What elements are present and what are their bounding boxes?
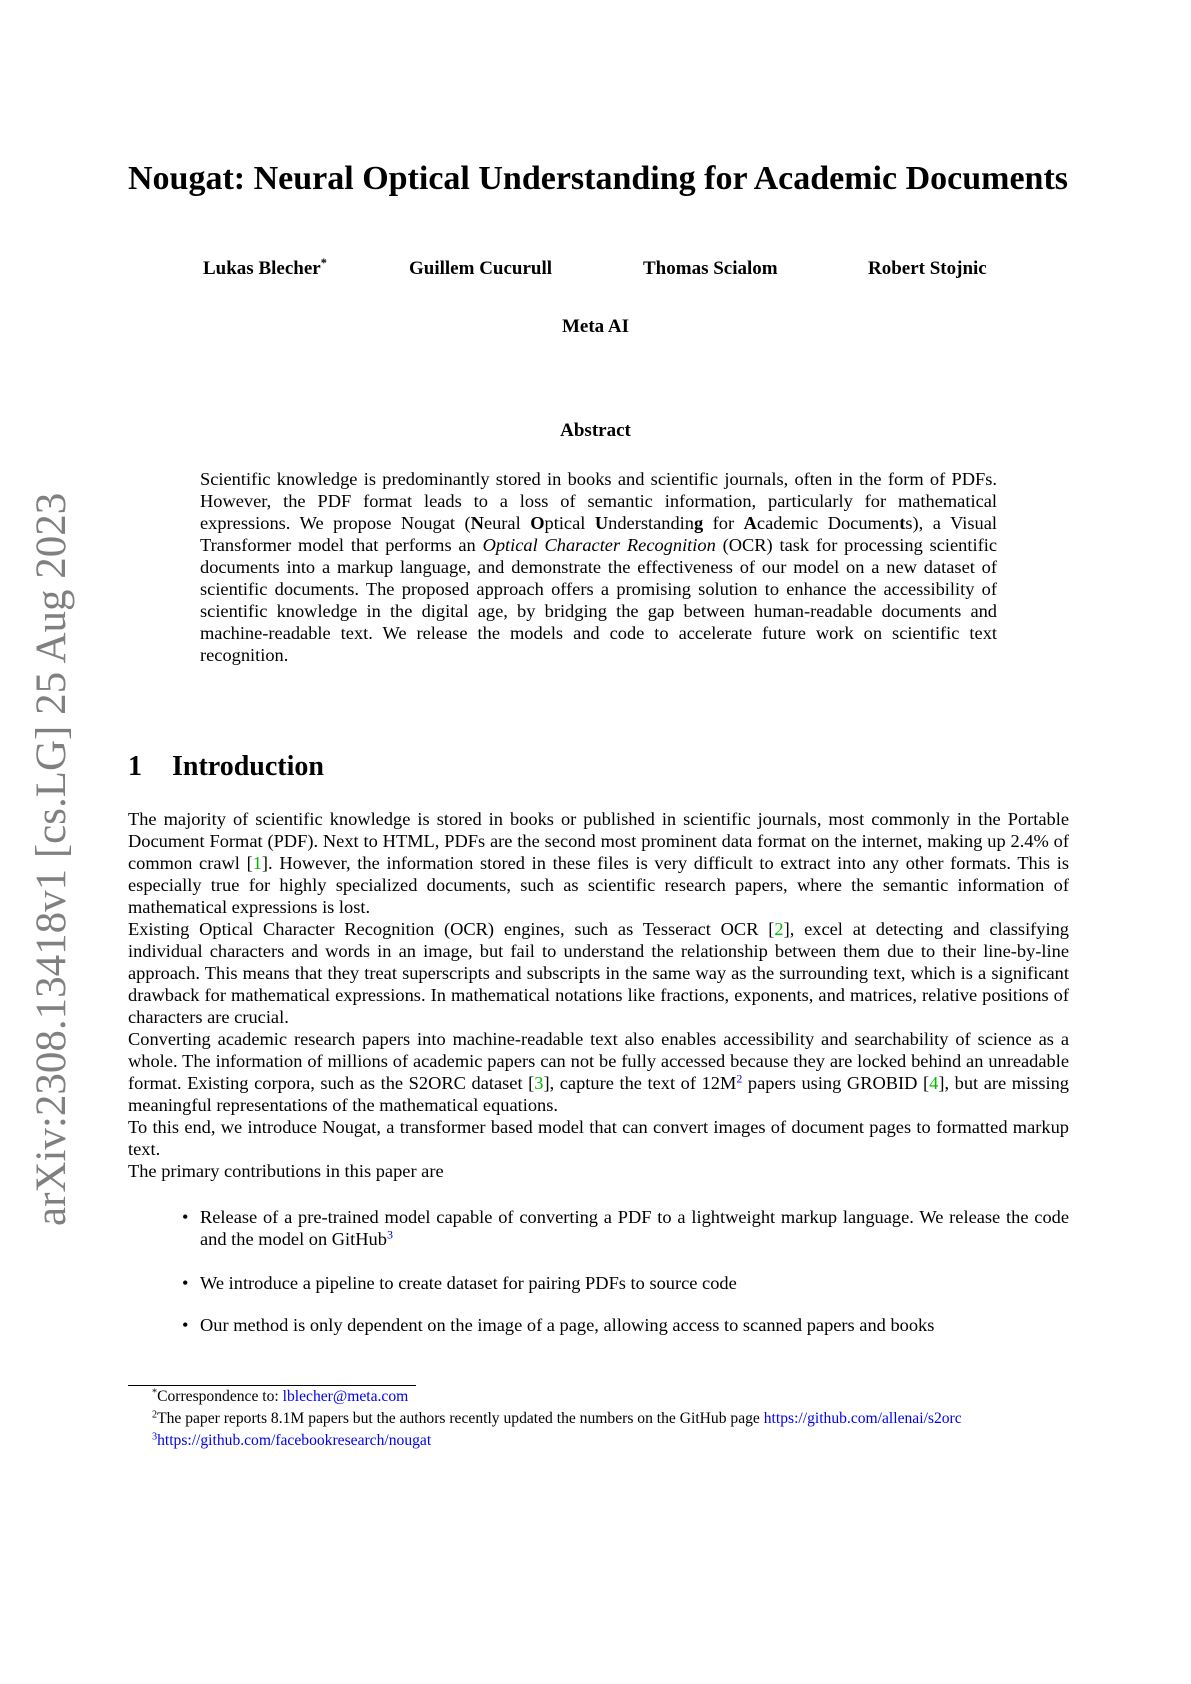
author-footnote-mark: * [320,256,327,271]
intro-paragraph: Converting academic research papers into machine-readable text also enables accessibility and searchability of science as a whole. The information of millions of academic papers can not be fully accessed because they are locked behind an unreadable format. Existing corpora, such as the S2ORC dataset [3], capture the text of $12M^2$ papers using GROBID [4], but are missing meaningful representations of the mathematical equations. [128,1029,1069,1115]
bullet-dot-icon: • [182,1207,189,1227]
intro-paragraph: Existing Optical Character Recognition (OCR) engines, such as Tesseract OCR [2], excel at detecting and classifying individual characters and words in an image, but fail to understand the relationship between them due to their line-by-line approach. This means that they treat superscripts and subscripts in the same way as the surrounding text, which is a significant drawback for mathematical expressions. In mathematical notations like fractions, exponents, and matrices, relative positions of characters are crucial. [128,919,1069,1027]
section-heading: 1 Introduction [128,751,324,782]
intro-paragraph: To this end, we introduce Nougat, a transformer based model that can convert images of document pages to formatted markup text. [128,1117,1069,1159]
contribution-bullet: • We introduce a pipeline to create dataset for pairing PDFs to source code [182,1273,737,1293]
intro-paragraph: The majority of scientific knowledge is stored in books or published in scientific journals, most commonly in the Portable Document Format (PDF). Next to HTML, PDFs are the second most prominent data format on the internet, making up 2.4% of common crawl [1]. However, the information stored in these files is very difficult to extract into any other formats. This is especially true for highly specialized documents, such as scientific research papers, where the semantic information of mathematical expressions is lost. [128,809,1069,917]
footnote: $^3$https://github.com/facebookresearch/nougat [152,1431,432,1449]
footnote: $^2$The paper reports 8.1M papers but the authors recently updated the numbers on the GitHub page https://github.com/allenai/s2orc [152,1409,962,1427]
author-name: Guillem Cucurull [409,258,553,279]
footnote-link[interactable]: 2 [736,1071,743,1086]
contribution-bullet: • Our method is only dependent on the image of a page, allowing access to scanned papers and books [182,1315,935,1335]
footnote: *Correspondence to: lblecher@meta.com [152,1387,409,1405]
email-link[interactable]: lblecher@meta.com [282,1388,409,1405]
abstract-text: Scientific knowledge is predominantly stored in books and scientific journals, often in the form of PDFs. However, the PDF format leads to a loss of semantic information, particularly for mathematical expressions. We propose Nougat (Neural Optical Understanding for Academic Documents), a Visual Transformer model that performs an Optical Character Recognition (OCR) task for processing scientific documents into a markup language, and demonstrate the effectiveness of our model on a new dataset of scientific documents. The proposed approach offers a promising solution to enhance the accessibility of scientific knowledge in the digital age, by bridging the gap between human-readable documents and machine-readable text. We release the models and code to accelerate future work on scientific text recognition. [200,469,997,665]
bullet-dot-icon: • [182,1315,189,1335]
footnote-link[interactable]: 3 [386,1227,393,1242]
citation-link[interactable]: 3 [534,1073,544,1093]
citation-link[interactable]: 1 [252,853,262,873]
contribution-bullet: • Release of a pre-trained model capable of converting a PDF to a lightweight markup language. We release the code and the model on GitHub$^3$ [182,1207,1069,1249]
affiliation: Meta AI [561,316,629,337]
paper-title: Nougat: Neural Optical Understanding for Academic Documents [128,160,1068,197]
url-link[interactable]: https://github.com/facebookresearch/nougat [157,1432,432,1449]
author-name: Lukas Blecher* [203,256,327,279]
author-name: Robert Stojnic [868,258,987,279]
abstract-heading: Abstract [560,420,631,441]
intro-paragraph: The primary contributions in this paper are [128,1161,444,1181]
bullet-dot-icon: • [182,1273,189,1293]
author-name: Thomas Scialom [643,258,778,279]
citation-link[interactable]: 2 [774,919,784,939]
footnote-rule [128,1385,416,1386]
url-link[interactable]: https://github.com/allenai/s2orc [763,1410,962,1427]
citation-link[interactable]: 4 [929,1073,939,1093]
arxiv-side-label: arXiv:2308.13418v1 [cs.LG] 25 Aug 2023 [28,492,75,1226]
